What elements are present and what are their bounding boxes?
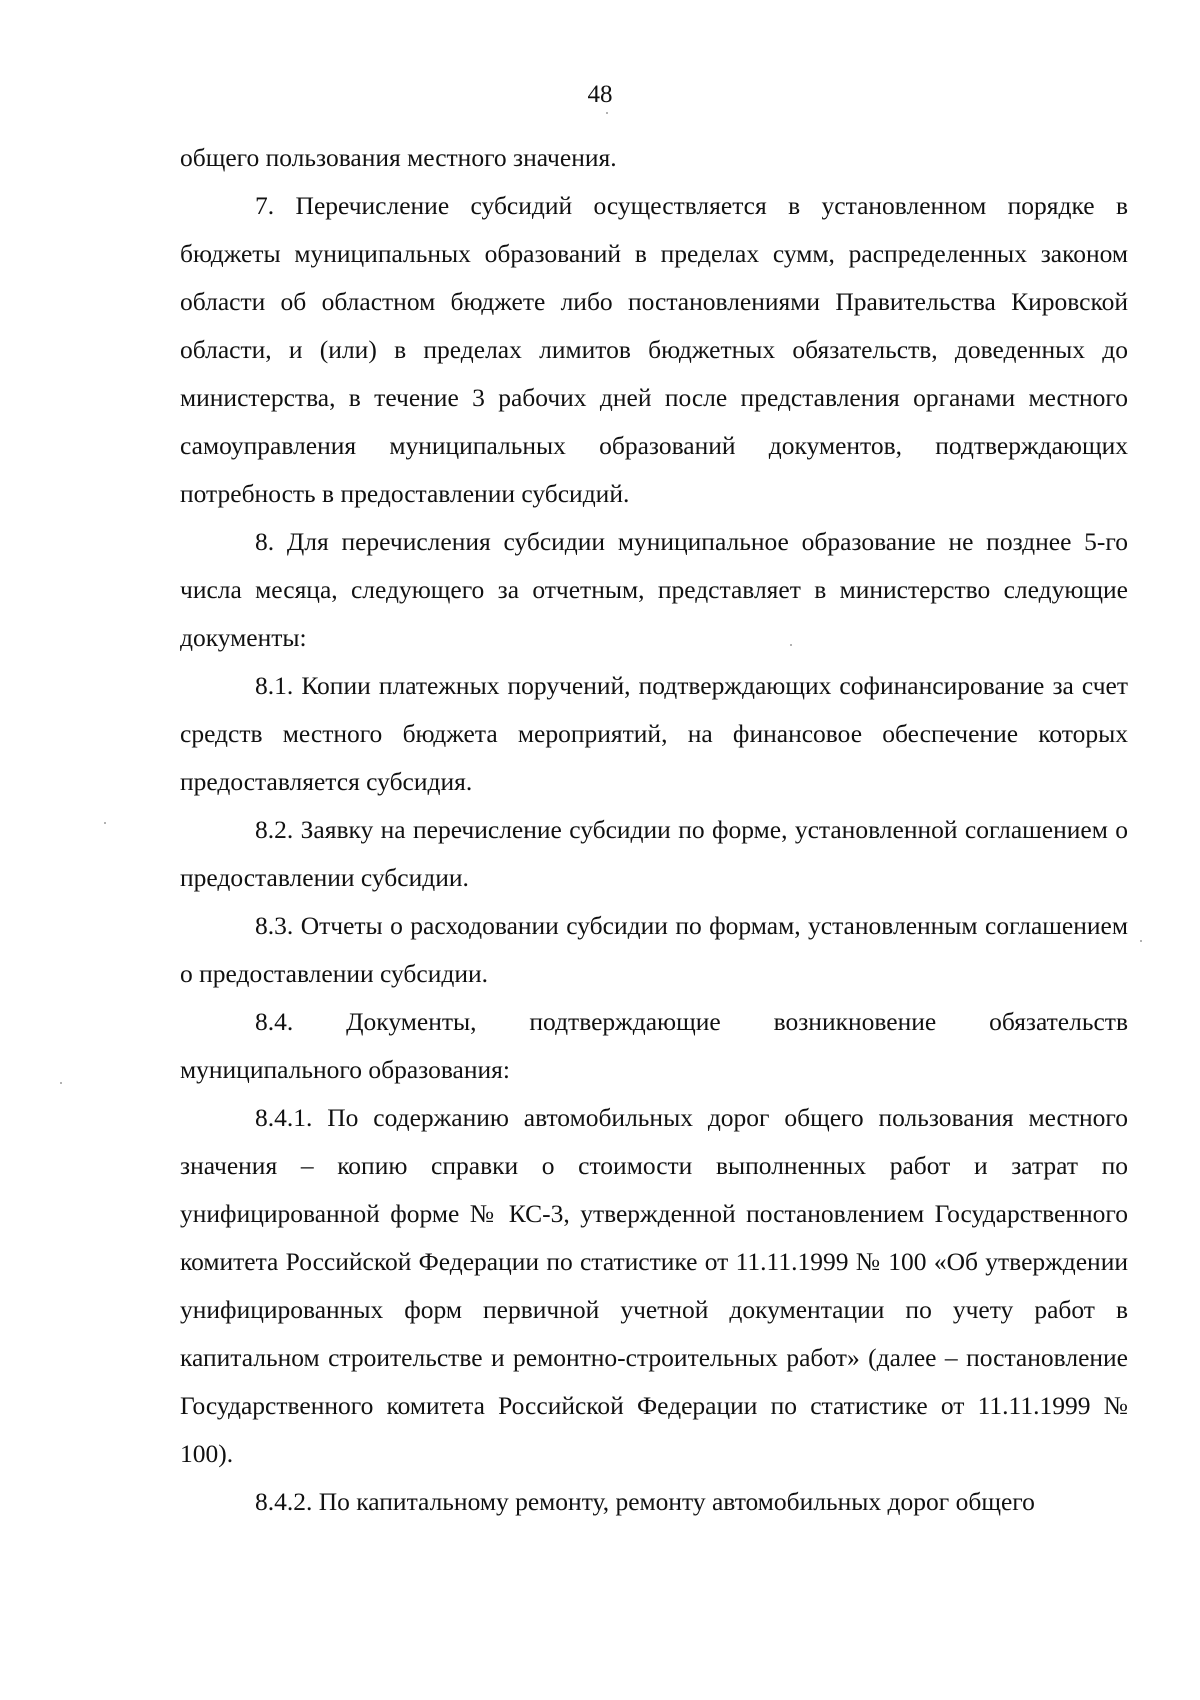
document-body bbox=[180, 134, 1128, 1526]
scan-speck bbox=[1140, 940, 1142, 942]
paragraph-item-8-4: 8.4. Документы, подтверждающие возникновение обязательств муниципального образования: bbox=[180, 1007, 1128, 1084]
scan-speck bbox=[790, 644, 792, 646]
page-number: 48 bbox=[587, 81, 613, 108]
paragraph-item-8-1: 8.1. Копии платежных поручений, подтверждающих софинансирование за счет средств местного бюджета мероприятий, на финансовое обеспечение которых предоставляется субсидия. bbox=[180, 671, 1128, 796]
paragraph-item-8-4-1: 8.4.1. По содержанию автомобильных дорог общего пользования местного значения – копию справки о стоимости выполненных работ и затрат по унифицированной форме № КС-3, утвержденной постановлением Государственного комитета Российской Федерации по статистике от 11.11.1999 № 100 «Об утверждении унифицированных форм первичной учетной документации по учету работ в капитальном строительстве и ремонтно-строительных работ» (далее – постановление Государственного комитета Российской Федерации по статистике от 11.11.1999 № 100). bbox=[180, 1103, 1128, 1468]
paragraph-item-8-4-2: 8.4.2. По капитальному ремонту, ремонту автомобильных дорог общего bbox=[255, 1487, 1035, 1516]
paragraph-item-8-2: 8.2. Заявку на перечисление субсидии по форме, установленной соглашением о предоставлении субсидии. bbox=[180, 815, 1128, 892]
scan-speck bbox=[606, 112, 608, 114]
paragraph-item-7: 7. Перечисление субсидий осуществляется в установленном порядке в бюджеты муниципальных образований в пределах сумм, распределенных законом области об областном бюджете либо постановлениями Правительства Кировской области, и (или) в пределах лимитов бюджетных обязательств, доведенных до министерства, в течение 3 рабочих дней после представления органами местного самоуправления муниципальных образований документов, подтверждающих потребность в предоставлении субсидий. bbox=[180, 191, 1128, 508]
paragraph-item-8: 8. Для перечисления субсидии муниципальное образование не позднее 5-го числа месяца, следующего за отчетным, представляет в министерство следующие документы: bbox=[180, 527, 1128, 652]
scan-speck bbox=[60, 1082, 62, 1084]
paragraph-item-8-3: 8.3. Отчеты о расходовании субсидии по формам, установленным соглашением о предоставлении субсидии. bbox=[180, 911, 1128, 988]
paragraph-continuation: общего пользования местного значения. bbox=[180, 143, 617, 172]
scan-speck bbox=[104, 822, 106, 824]
